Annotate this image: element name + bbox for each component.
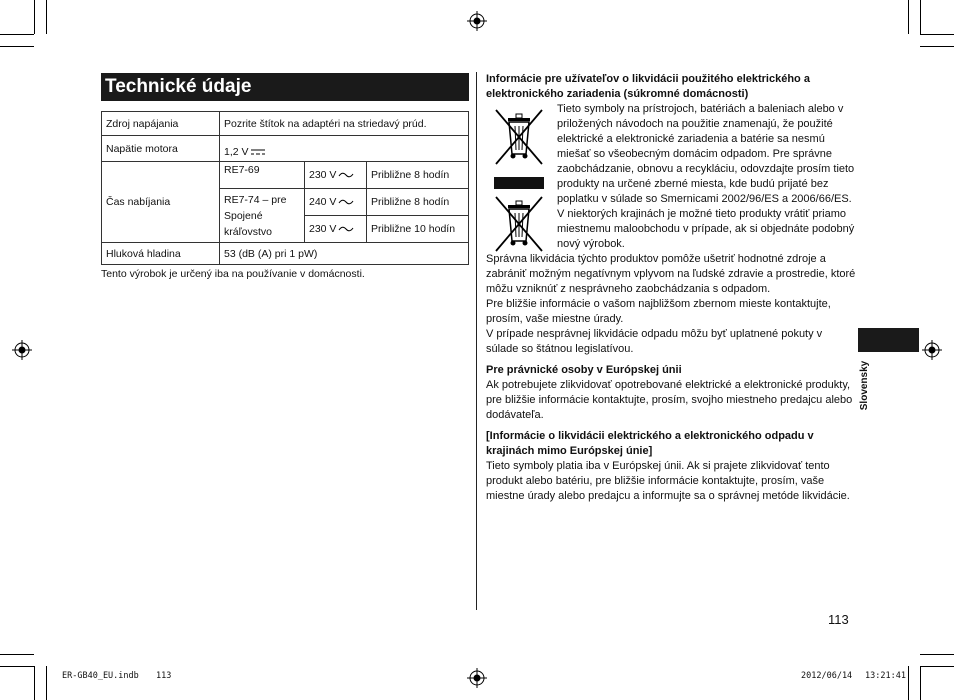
weee-symbols: [490, 106, 546, 260]
paragraph: V prípade nesprávnej likvidácie odpadu môžu byť uplatnené pokuty v súlade so štátnou legislatívou.: [486, 328, 823, 355]
section-title: Technické údaje: [101, 73, 469, 101]
footer-time: 13:21:41: [865, 671, 906, 681]
spec-value: [220, 136, 469, 162]
ac-symbol-icon: [338, 171, 354, 179]
non-eu-heading: [Informácie o likvidácii elektrického a elektronického odpadu v krajinách mimo Európskej únie]: [486, 430, 814, 457]
non-eu-text: Tieto symboly platia iba v Európskej únii. Ak si prajete zlikvidovať tento produkt alebo batériu, pre bližšie informácie kontaktujte, prosím, vaše miestne úrady alebo predajcu a informujte sa o správnej metóde likvidácie.: [486, 460, 850, 502]
crop-mark: [920, 34, 954, 35]
business-heading: Pre právnické osoby v Európskej únii: [486, 364, 682, 376]
voltage-value: 230 V: [309, 169, 337, 181]
table-row: [102, 243, 469, 265]
household-note: Tento výrobok je určený iba na používanie v domácnosti.: [101, 268, 365, 280]
voltage-cell: [305, 162, 367, 189]
crop-mark: [34, 666, 35, 700]
crop-mark: [920, 654, 954, 655]
symbols-text: Tieto symboly na prístrojoch, batériách a baleniach alebo v priložených návodoch na použitie znamenajú, že použité elektrické a elektronické zariadenia a batérie sa nesmú miešať so všeobecným domácim odpadom. Pre správne zaobchádzanie, obnovu a recykláciu, odovzdajte prosím tieto produkty na určené zberné miesta, kde budú prijaté bez poplatku v súlade so Smernicami 2002/96/ES a 2006/66/ES. V niektorých krajinách je možné tieto produkty vrátiť priamo miestnemu maloobchodu v prípade, ak si objednáte podobný nový výrobok.: [557, 103, 855, 250]
voltage-value: 230 V: [309, 223, 337, 235]
crop-mark: [908, 0, 909, 34]
crop-mark: [920, 666, 921, 700]
voltage-value: 240 V: [309, 196, 337, 208]
crop-mark: [46, 0, 47, 34]
language-label-wrap: [859, 356, 878, 416]
crop-mark: [0, 34, 34, 35]
crop-mark: [0, 666, 34, 667]
paragraph: Pre bližšie informácie o vašom najbližšom zbernom mieste kontaktujte, prosím, vaše miestne úrady.: [486, 298, 831, 325]
table-row: [102, 162, 469, 189]
time-cell: Približne 8 hodín: [367, 162, 469, 189]
paragraph: Správna likvidácia týchto produktov pomôže ušetriť hodnotné zdroje a zabrániť možným negatívnym vplyvom na ľudské zdravie a prostredie, ktoré môžu vzniknúť z nesprávneho zaobchádzania s odpadom.: [486, 253, 856, 295]
voltage-cell: [305, 189, 367, 216]
ac-symbol-icon: [338, 225, 354, 233]
registration-mark-icon: [12, 340, 32, 360]
crop-mark: [908, 666, 909, 700]
business-text: Ak potrebujete zlikvidovať opotrebované elektrické a elektronické produkty, pre bližšie informácie kontaktujte, prosím, svojho miestneho predajcu alebo dodávateľa.: [486, 379, 853, 421]
spec-label: Hluková hladina: [102, 243, 220, 265]
language-tab: [858, 328, 919, 352]
model-cell: RE7-69: [220, 162, 305, 189]
crop-mark: [0, 654, 34, 655]
crop-mark: [46, 666, 47, 700]
ac-symbol-icon: [338, 198, 354, 206]
spec-table: [101, 111, 469, 265]
column-divider: [476, 72, 477, 610]
model-cell: RE7-74 – pre Spojené kráľovstvo: [220, 189, 305, 243]
time-cell: Približne 8 hodín: [367, 189, 469, 216]
language-label: Slovensky: [859, 360, 871, 411]
table-row: [102, 112, 469, 136]
crop-mark: [0, 46, 34, 47]
registration-mark-icon: [922, 340, 942, 360]
spec-label: Napätie motora: [102, 136, 220, 162]
symbols-block: [486, 102, 856, 252]
spec-value: 53 (dB (A) pri 1 pW): [220, 243, 469, 265]
registration-mark-icon: [467, 668, 487, 688]
page-number: 113: [828, 612, 849, 627]
footer-file: ER-GB40_EU.indb: [62, 671, 139, 681]
disposal-heading: Informácie pre užívateľov o likvidácii použitého elektrického a elektronického zariadenia (súkromné domácnosti): [486, 73, 810, 100]
crossed-bin-icon: [490, 106, 546, 168]
spec-label: Zdroj napájania: [102, 112, 220, 136]
motor-voltage-value: 1,2 V: [224, 145, 249, 158]
time-cell: Približne 10 hodín: [367, 216, 469, 243]
crop-mark: [920, 46, 954, 47]
footer-date: 2012/06/14: [801, 671, 853, 681]
crop-mark: [920, 0, 921, 34]
black-bar: [494, 177, 544, 189]
crop-mark: [920, 666, 954, 667]
crossed-battery-bin-icon: [490, 193, 546, 255]
disposal-section: [486, 72, 856, 504]
spec-label: Čas nabíjania: [102, 162, 220, 243]
registration-mark-icon: [467, 11, 487, 31]
spec-value: Pozrite štítok na adaptéri na striedavý prúd.: [220, 112, 469, 136]
footer-page: 113: [156, 671, 172, 681]
table-row: [102, 136, 469, 162]
crop-mark: [34, 0, 35, 34]
dc-symbol-icon: [250, 148, 266, 156]
voltage-cell: [305, 216, 367, 243]
